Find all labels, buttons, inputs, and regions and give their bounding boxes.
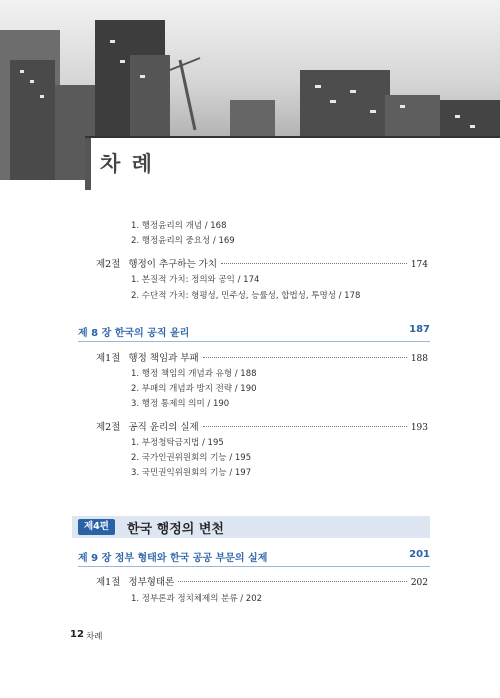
toc-chapter-8[interactable] <box>78 324 430 339</box>
section-number: 제1절 <box>96 577 121 588</box>
toc-item[interactable]: 1. 행정윤리의 개념 / 168 <box>131 221 227 231</box>
toc-item[interactable]: 2. 행정윤리의 중요성 / 169 <box>131 236 235 246</box>
section-page: 174 <box>410 260 428 270</box>
part-title[interactable]: 한국 행정의 변천 <box>127 522 224 537</box>
toc-item[interactable]: 1. 부정청탁금지법 / 195 <box>131 438 224 448</box>
section-page: 193 <box>410 423 428 433</box>
toc-section[interactable] <box>96 574 428 588</box>
page-title: 차 례 <box>100 152 154 176</box>
section-title: 공직 윤리의 실제 <box>128 422 199 433</box>
leader-dots <box>203 357 407 358</box>
leader-dots <box>221 263 407 264</box>
section-number: 제2절 <box>96 259 121 270</box>
toc-item[interactable]: 2. 부패의 개념과 방지 전략 / 190 <box>131 384 257 394</box>
toc-item[interactable]: 1. 정부론과 정치체제의 분류 / 202 <box>131 594 263 604</box>
section-title: 행정이 추구하는 가치 <box>128 259 218 270</box>
toc-section[interactable] <box>96 419 428 433</box>
leader-dots <box>203 426 407 427</box>
toc-chapter-9[interactable] <box>78 549 430 564</box>
toc-item[interactable]: 3. 국민권익위원회의 기능 / 197 <box>131 468 252 478</box>
toc-item[interactable]: 1. 행정 책임의 개념과 유형 / 188 <box>131 369 257 379</box>
section-title: 정부형태론 <box>128 577 175 588</box>
toc-item[interactable]: 2. 수단적 가치: 형평성, 민주성, 능률성, 합법성, 투명성 / 178 <box>131 291 361 301</box>
section-number: 제2절 <box>96 422 121 433</box>
toc-section[interactable] <box>96 256 428 270</box>
toc-item[interactable]: 2. 국가인권위원회의 기능 / 195 <box>131 453 252 463</box>
footer-label: 차례 <box>86 632 103 642</box>
toc-item[interactable]: 3. 행정 통제의 의미 / 190 <box>131 399 230 409</box>
part-band <box>72 516 430 538</box>
chapter-divider <box>78 566 430 567</box>
chapter-title: 제 9 장 정부 형태와 한국 공공 부문의 실제 <box>78 553 268 564</box>
chapter-page: 201 <box>409 549 430 560</box>
section-title: 행정 책임과 부패 <box>128 353 199 364</box>
toc-section[interactable] <box>96 350 428 364</box>
toc-item[interactable]: 1. 본질적 가치: 정의와 공익 / 174 <box>131 275 260 285</box>
chapter-page: 187 <box>409 324 430 335</box>
chapter-divider <box>78 341 430 342</box>
footer-page-number: 12 <box>70 629 84 640</box>
chapter-title: 제 8 장 한국의 공직 윤리 <box>78 328 190 339</box>
section-page: 202 <box>410 578 428 588</box>
part-badge: 제4편 <box>78 519 115 535</box>
section-number: 제1절 <box>96 353 121 364</box>
section-page: 188 <box>410 354 428 364</box>
leader-dots <box>178 581 407 582</box>
